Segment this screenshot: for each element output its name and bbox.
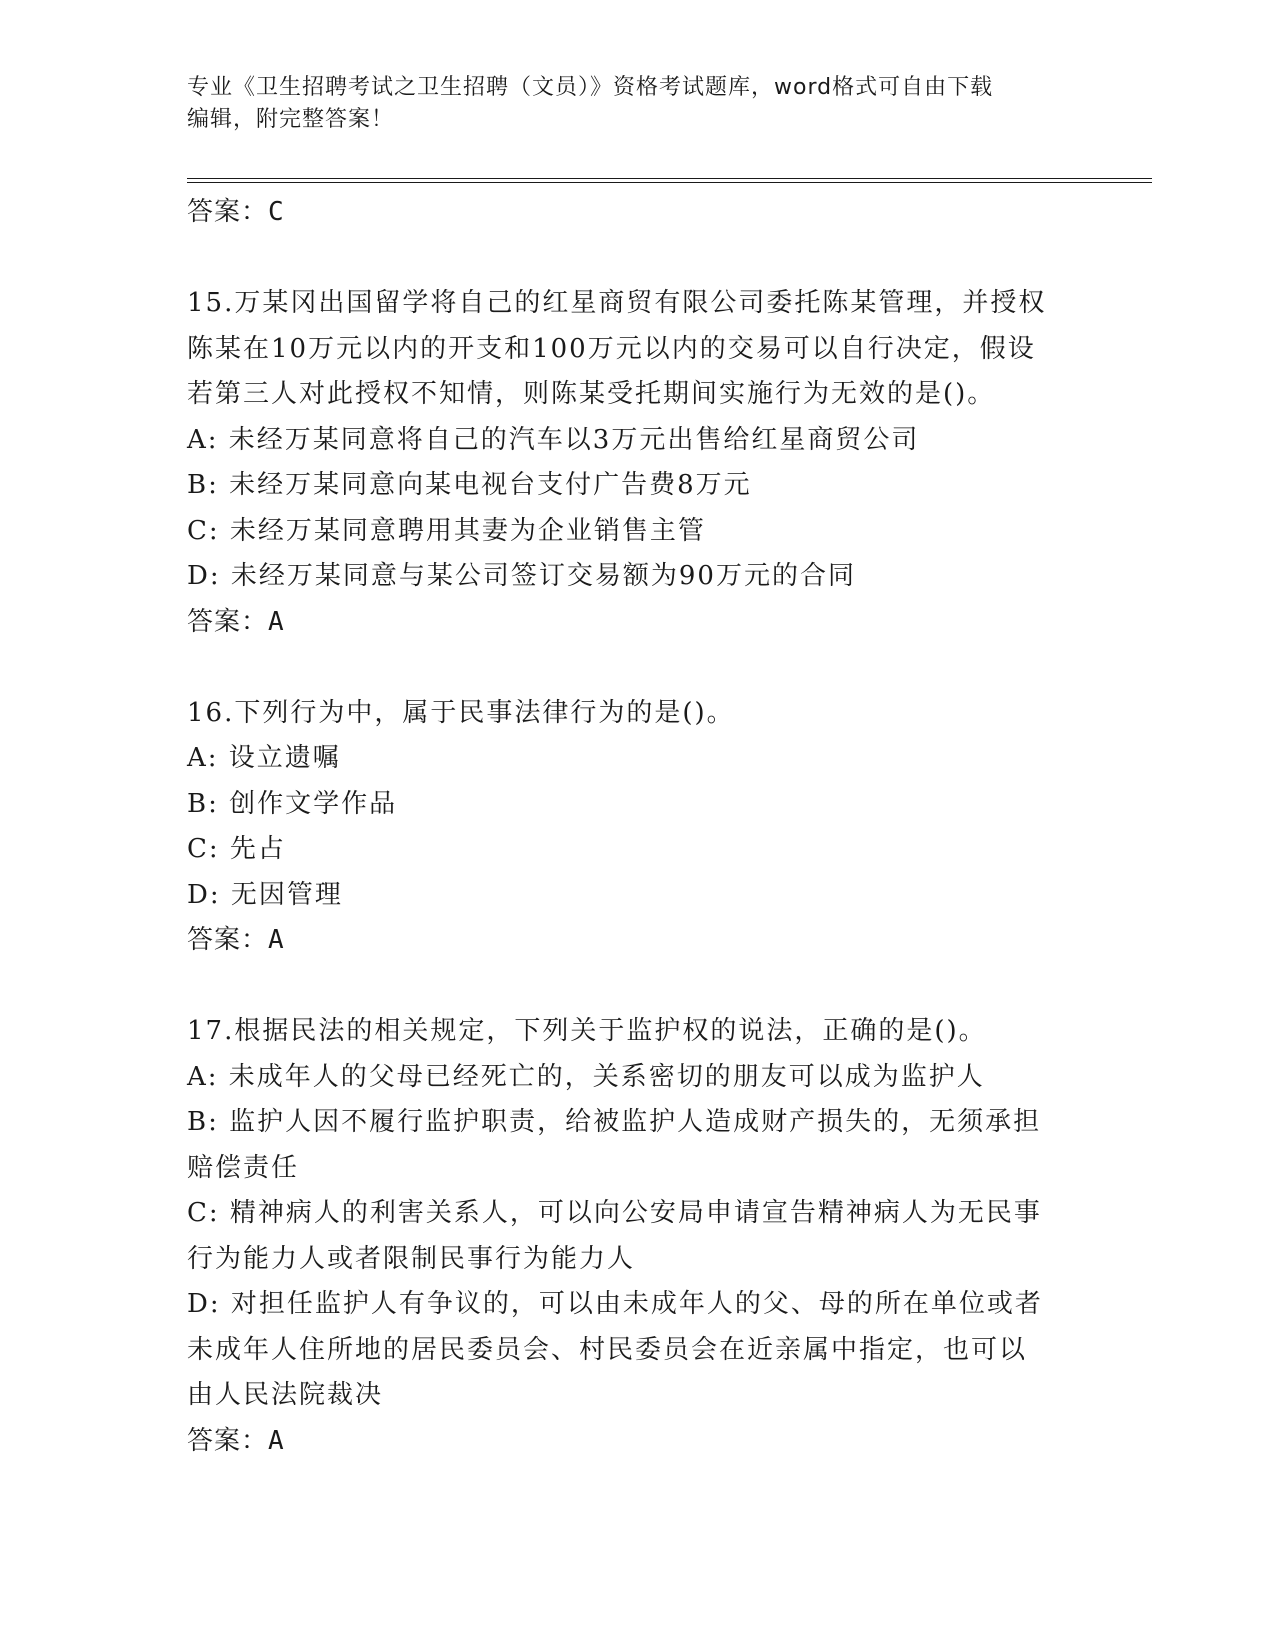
header-line-1: 专业《卫生招聘考试之卫生招聘（文员）》资格考试题库，word格式可自由下载 — [187, 75, 994, 100]
option-b: B: 监护人因不履行监护职责，给被监护人造成财产损失的，无须承担 — [187, 1107, 1042, 1137]
question-answer — [187, 600, 1087, 646]
question-answer — [187, 918, 1087, 964]
option-c: C: 未经万某同意聘用其妻为企业销售主管 — [187, 515, 706, 546]
question-stem-line: 若第三人对此授权不知情，则陈某受托期间实施行为无效的是()。 — [187, 379, 996, 409]
option-c: C: 精神病人的利害关系人，可以向公安局申请宣告精神病人为无民事 — [187, 1198, 1042, 1228]
answer-label: 答案： — [187, 606, 269, 637]
question-answer — [187, 1419, 1087, 1465]
option-b: B: 创作文学作品 — [187, 788, 398, 819]
question-stem-line: 16.下列行为中，属于民事法律行为的是()。 — [187, 697, 735, 728]
document-header — [187, 72, 1067, 136]
option-c-continued: 行为能力人或者限制民事行为能力人 — [187, 1243, 636, 1274]
option-d: D: 对担任监护人有争议的，可以由未成年人的父、母的所在单位或者 — [187, 1289, 1043, 1319]
answer-label: 答案： — [187, 925, 269, 955]
previous-answer — [187, 190, 1087, 236]
answer-value: A — [268, 1425, 285, 1456]
option-d-continued: 由人民法院裁决 — [187, 1380, 384, 1410]
answer-value: A — [268, 606, 285, 637]
question-stem-line: 17.根据民法的相关规定，下列关于监护权的说法，正确的是()。 — [187, 1016, 987, 1046]
option-a: A: 设立遗嘱 — [187, 743, 341, 773]
option-d-continued: 未成年人住所地的居民委员会、村民委员会在近亲属中指定，也可以 — [187, 1334, 1028, 1365]
header-rule-top — [187, 178, 1152, 179]
answer-label: 答案： — [187, 1425, 269, 1456]
question-stem-line: 15.万某冈出国留学将自己的红星商贸有限公司委托陈某管理，并授权 — [187, 288, 1047, 318]
option-b: B: 未经万某同意向某电视台支付广告费8万元 — [187, 470, 752, 500]
answer-value: C — [268, 197, 285, 227]
question-16 — [187, 691, 1087, 964]
question-list — [187, 190, 1087, 1464]
option-d: D: 无因管理 — [187, 879, 343, 910]
option-c: C: 先占 — [187, 834, 286, 864]
header-rule-bottom — [187, 182, 1152, 183]
option-a: A: 未成年人的父母已经死亡的，关系密切的朋友可以成为监护人 — [187, 1061, 985, 1092]
option-a: A: 未经万某同意将自己的汽车以3万元出售给红星商贸公司 — [187, 424, 920, 455]
header-line-2: 编辑，附完整答案！ — [187, 107, 395, 132]
option-d: D: 未经万某同意与某公司签订交易额为90万元的合同 — [187, 561, 856, 591]
question-stem-line: 陈某在10万元以内的开支和100万元以内的交易可以自行决定，假设 — [187, 333, 1036, 364]
spacer — [187, 645, 1087, 691]
answer-label: 答案： — [187, 197, 269, 227]
answer-value: A — [268, 925, 285, 955]
question-17 — [187, 1009, 1087, 1464]
spacer — [187, 964, 1087, 1010]
question-15 — [187, 281, 1087, 645]
option-b-continued: 赔偿责任 — [187, 1152, 300, 1183]
spacer — [187, 236, 1087, 282]
